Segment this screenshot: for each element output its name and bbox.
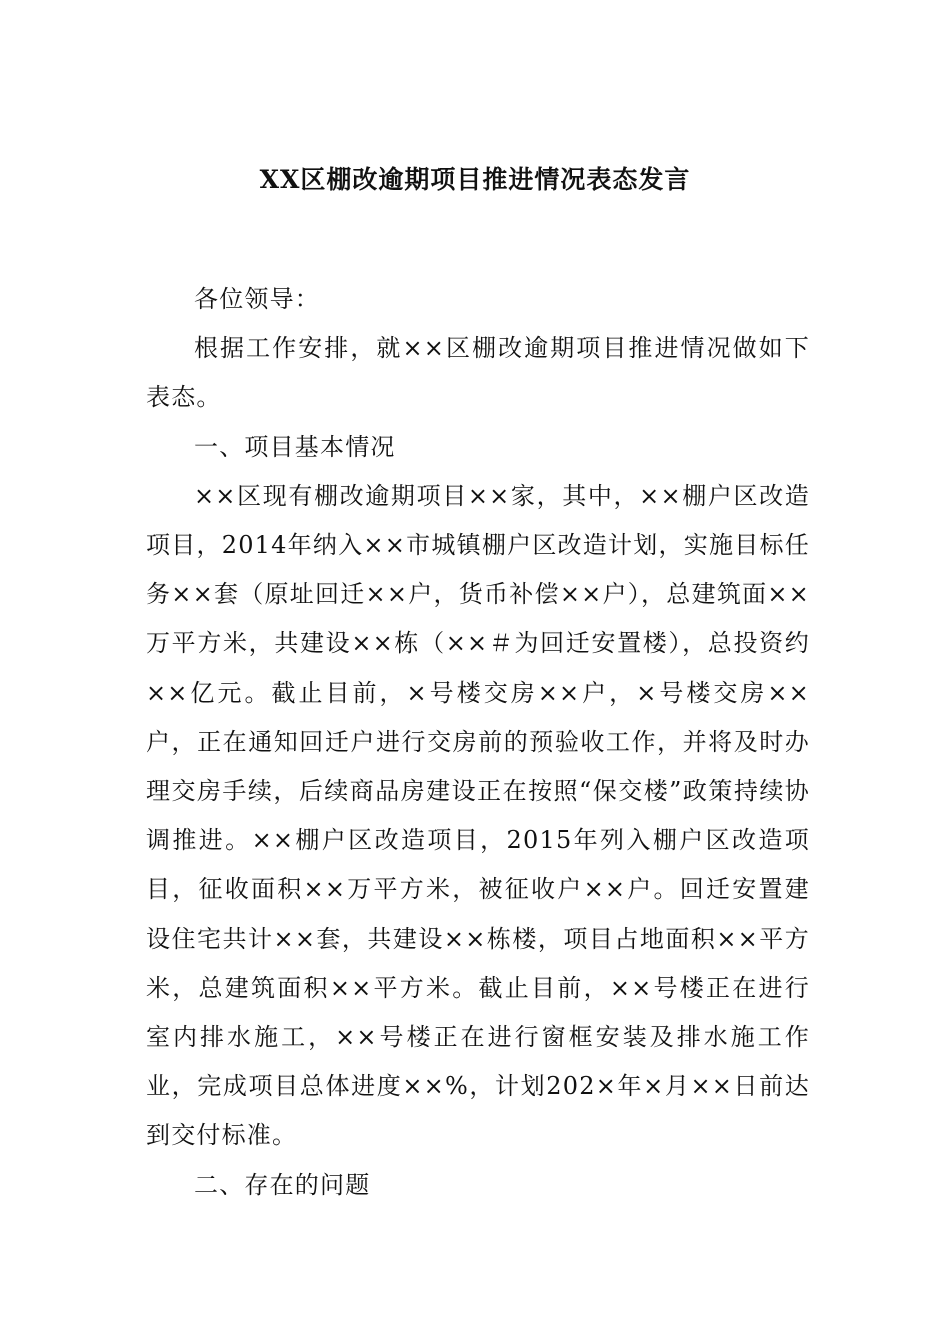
- section-heading-basic-info: 一、项目基本情况: [194, 432, 396, 461]
- section-heading-problems: 二、存在的问题: [194, 1170, 371, 1199]
- document-title: XX区棚改逾期项目推进情况表态发言: [259, 165, 691, 194]
- salutation-paragraph: 各位领导：: [194, 285, 320, 313]
- document-body: [146, 275, 810, 1210]
- intro-paragraph: 根据工作安排，就××区棚改逾期项目推进情况做如下表态。: [146, 334, 810, 412]
- project-info-paragraph: ××区现有棚改逾期项目××家，其中，××棚户区改造项目，2014年纳入××市城镇棚户区改造计划，实施目标任务××套（原址回迁××户，货币补偿××户），总建筑面××万平方米，共建设××栋（××＃为回迁安置楼），总投资约××亿元。截止目前，×号楼交房××户，×号楼交房××户，正在通知回迁户进行交房前的预验收工作，并将及时办理交房手续，后续商品房建设正在按照“保交楼”政策持续协调推进。××棚户区改造项目，2015年列入棚户区改造项目，征收面积××万平方米，被征收户××户。回迁安置建设住宅共计××套，共建设××栋楼，项目占地面积××平方米，总建筑面积××平方米。截止目前，××号楼正在进行室内排水施工，××号楼正在进行窗框安装及排水施工作业，完成项目总体进度××%，计划202×年×月××日前达到交付标准。: [146, 481, 810, 1150]
